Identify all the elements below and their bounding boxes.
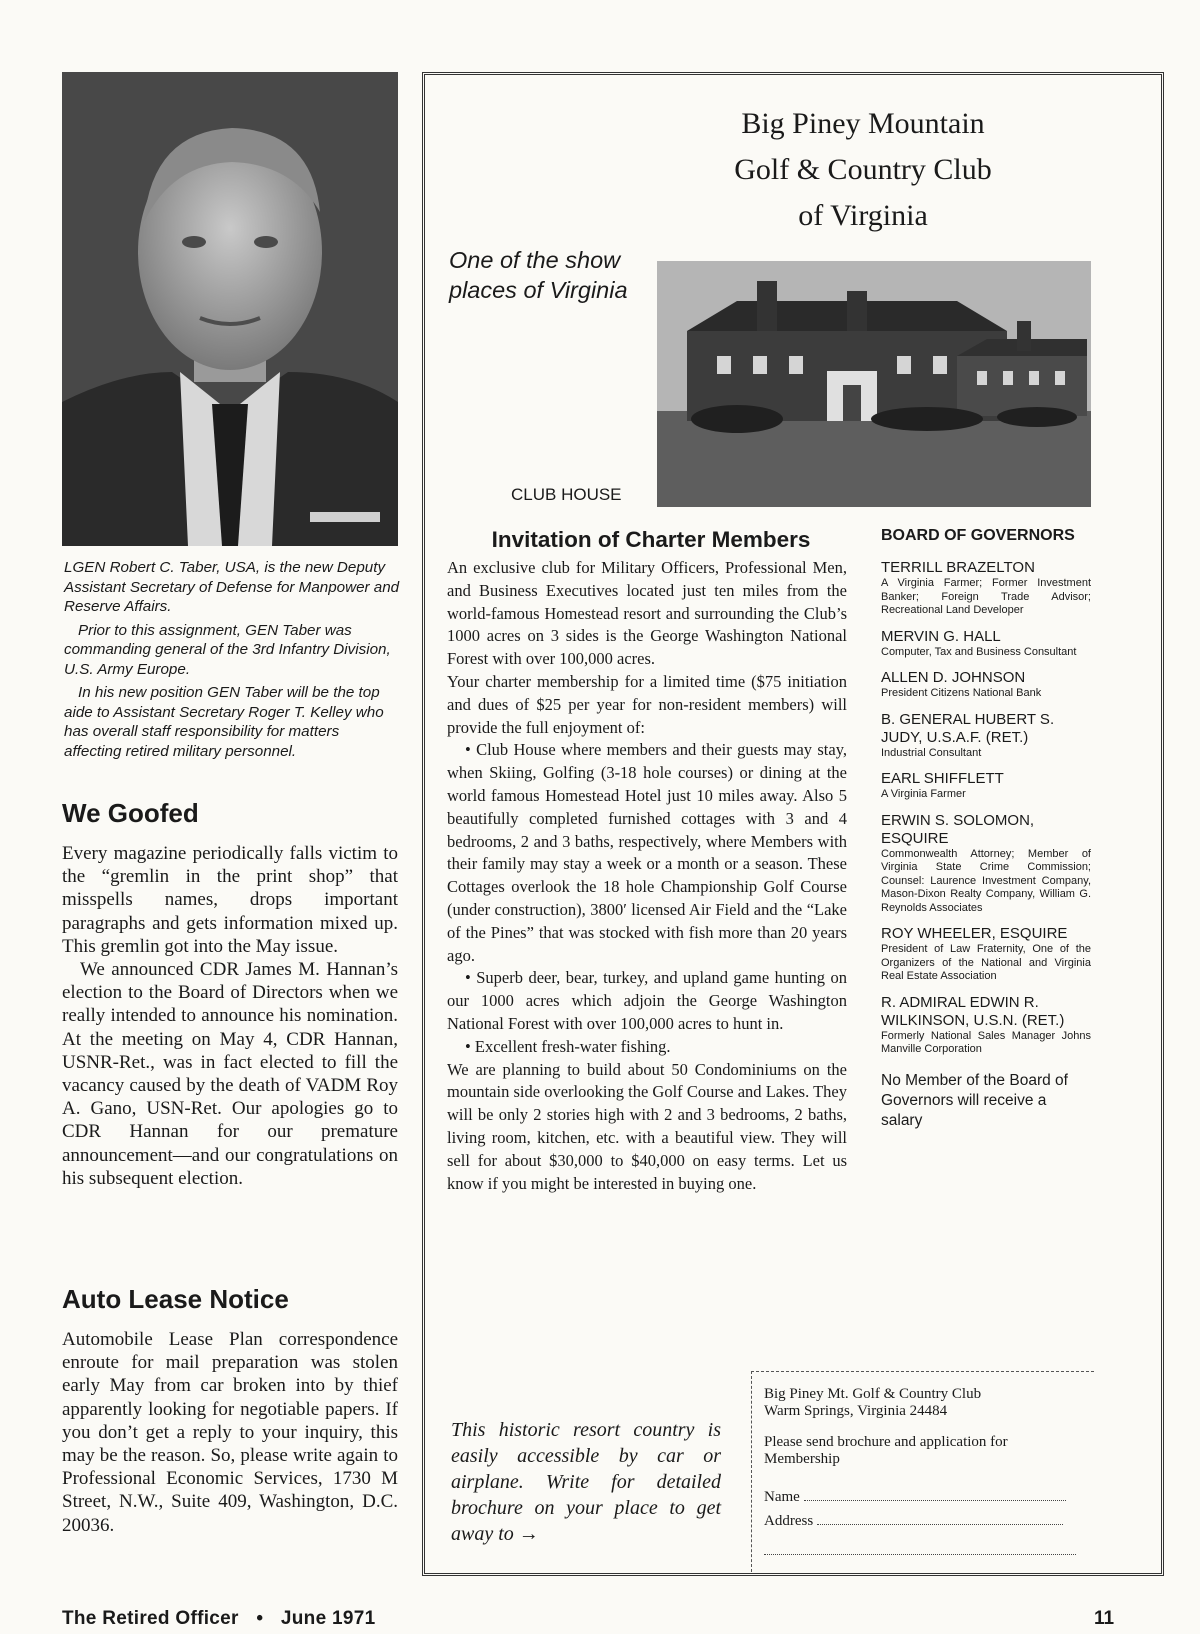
address-label: Address <box>764 1513 814 1529</box>
ad-tagline: One of the show places of Virginia <box>449 247 628 303</box>
ad-bullet: • Superb deer, bear, turkey, and upland game hunting on our 1000 acres which adjoin the George Washington National Forest with over 100,000 acres to hunt in. <box>447 968 847 1033</box>
clubhouse-illustration <box>657 261 1091 507</box>
member-name: MERVIN G. HALL <box>881 627 1001 645</box>
coupon-address-line: Big Piney Mt. Golf & Country Club <box>764 1386 982 1402</box>
member-name: R. ADMIRAL EDWIN R. WILKINSON, U.S.N. (RET.) <box>881 993 1065 1029</box>
board-salary-note: No Member of the Board of Governors will receive a salary <box>881 1071 1068 1129</box>
board-member <box>881 994 1091 1057</box>
caption-paragraph: Prior to this assignment, GEN Taber was commanding general of the 3rd Infantry Division, U.S. Army Europe. <box>64 621 391 678</box>
coupon-address-line: Warm Springs, Virginia 24484 <box>764 1403 948 1419</box>
ad-bullet: • Club House where members and their guests may stay, when Skiing, Golfing (3-18 hole courses) or dining at the world famous Homestead Hotel just 10 miles away. Also 5 beautifully completed furnished cottages with 3 and 4 bedrooms, 2 and 3 baths, respectively, where Members with their family may stay a week or a month or a season. These Cottages overlook the 18 hole Championship Golf Course (under construction), 3800′ licensed Air Field and the “Lake of the Pines” that was stocked with fish more than 20 years ago. <box>447 740 847 965</box>
invitation-heading: Invitation of Charter Members <box>491 527 811 552</box>
member-name: TERRILL BRAZELTON <box>881 559 1035 576</box>
address-field[interactable] <box>764 1512 1063 1530</box>
coupon-request-line: Please send brochure and application for <box>764 1434 1008 1450</box>
goofed-paragraph: Every magazine periodically falls victim to the “gremlin in the print shop” that misspells names, drops important paragraphs and gets information mixed up. This gremlin got into the May issue. <box>62 843 398 957</box>
ad-title-line: Big Piney Mountain <box>741 107 985 140</box>
ad-title <box>425 101 1161 239</box>
address-line[interactable] <box>817 1512 1063 1525</box>
ad-title-line: of Virginia <box>798 199 928 232</box>
portrait-photo <box>62 72 398 546</box>
name-line[interactable] <box>804 1488 1066 1501</box>
member-name: ERWIN S. SOLOMON, ESQUIRE <box>881 811 1035 847</box>
ad-body <box>447 557 847 1195</box>
coupon-request <box>764 1434 1008 1468</box>
board-member <box>881 559 1091 618</box>
board-of-governors <box>881 527 1091 1131</box>
goofed-article <box>62 842 398 1190</box>
coupon-address <box>764 1386 981 1420</box>
board-member <box>881 669 1091 701</box>
portrait-caption <box>64 558 400 765</box>
member-description: Computer, Tax and Business Consultant <box>881 645 1077 658</box>
lease-article <box>62 1328 398 1537</box>
member-description: Commonwealth Attorney; Member of Virginia State Crime Commission; Counsel: Laurence Investment Company, Mason-Dixon Realty Company, William G. Reynolds Associates <box>881 847 1091 914</box>
ad-paragraph: Your charter membership for a limited time ($75 initiation and dues of $25 per year for non-resident members) will provide the full enjoyment of: <box>447 671 847 737</box>
board-member <box>881 925 1091 984</box>
access-note: This historic resort country is easily accessible by car or airplane. Write for detailed brochure on your place to get away to → <box>451 1419 721 1545</box>
footer-bullet: • <box>256 1608 264 1629</box>
coupon-request-line: Membership <box>764 1451 840 1467</box>
member-name: ALLEN D. JOHNSON <box>881 669 1026 686</box>
member-description: A Virginia Farmer <box>881 788 966 800</box>
publication-name: The Retired Officer <box>62 1608 239 1629</box>
portrait-illustration <box>62 72 398 546</box>
ad-paragraph: We are planning to build about 50 Condominiums on the mountain side overlooking the Golf Course and Lakes. They will be only 2 stories high with 2 and 3 bedrooms, 2 baths, living room, kitchen, etc. with a beautiful view. They will sell for about $30,000 to $40,000 on easy terms. Let us know if you might be interested in buying one. <box>447 1059 847 1193</box>
member-description: Industrial Consultant <box>881 746 982 759</box>
issue-date: June 1971 <box>280 1608 376 1629</box>
name-field[interactable] <box>764 1488 1066 1506</box>
goofed-heading: We Goofed <box>62 798 199 828</box>
footer-publication <box>62 1608 375 1630</box>
extra-address-line[interactable] <box>764 1542 1076 1555</box>
name-label: Name <box>764 1489 800 1505</box>
extra-address-field[interactable] <box>764 1542 1076 1560</box>
member-description: President of Law Fraternity, One of the Organizers of the National and Virginia Real Estate Association <box>881 943 1091 982</box>
ad-paragraph: An exclusive club for Military Officers, Professional Men, and Business Executives located just ten miles from the world-famous Homestead resort and surrounding the Club’s 1000 acres on 3 sides is the George Washington National Forest with over 100,000 acres. <box>447 558 847 669</box>
member-description: A Virginia Farmer; Former Investment Banker; Foreign Trade Advisor; Recreational Land Developer <box>881 577 1091 616</box>
brochure-coupon <box>751 1371 1094 1572</box>
page-number: 11 <box>1094 1608 1115 1629</box>
board-member <box>881 628 1091 660</box>
lease-heading: Auto Lease Notice <box>62 1284 289 1314</box>
caption-paragraph: In his new position GEN Taber will be the top aide to Assistant Secretary Roger T. Kelley who has overall staff responsibility for matters affecting retired military personnel. <box>64 684 384 760</box>
clubhouse-label: CLUB HOUSE <box>511 485 622 504</box>
member-description: Formerly National Sales Manager Johns Manville Corporation <box>881 1029 1091 1055</box>
member-name: B. GENERAL HUBERT S. JUDY, U.S.A.F. (RET.) <box>881 710 1055 746</box>
member-description: President Citizens National Bank <box>881 687 1042 699</box>
board-member <box>881 812 1091 916</box>
caption-paragraph: LGEN Robert C. Taber, USA, is the new Deputy Assistant Secretary of Defense for Manpower and Reserve Affairs. <box>64 559 400 615</box>
ad-bullet: • Excellent fresh-water fishing. <box>465 1036 671 1056</box>
goofed-paragraph: We announced CDR James M. Hannan’s election to the Board of Directors when we really intended to announce his nomination. At the meeting on May 4, CDR Hannan, USNR-Ret., was in fact elected to fill the vacancy caused by the death of VADM Roy A. Gano, USN-Ret. Our apologies go to CDR Hannan for our premature announcement—and our congratulations on his subsequent election. <box>62 959 398 1189</box>
ad-title-line: Golf & Country Club <box>734 153 992 186</box>
member-name: EARL SHIFFLETT <box>881 770 1004 787</box>
board-member <box>881 711 1091 761</box>
board-heading: BOARD OF GOVERNORS <box>881 527 1075 544</box>
member-name: ROY WHEELER, ESQUIRE <box>881 925 1068 942</box>
lease-paragraph: Automobile Lease Plan correspondence enroute for mail preparation was stolen early May from car broken into by thief apparently looking for negotiable papers. If you don’t get a reply to your inquiry, this may be the reason. So, please write again to Professional Economic Services, 1730 M Street, N.W., Suite 409, Washington, D.C. 20036. <box>62 1329 398 1536</box>
clubhouse-photo <box>657 261 1091 507</box>
board-member <box>881 770 1091 802</box>
club-advertisement <box>422 72 1164 1576</box>
